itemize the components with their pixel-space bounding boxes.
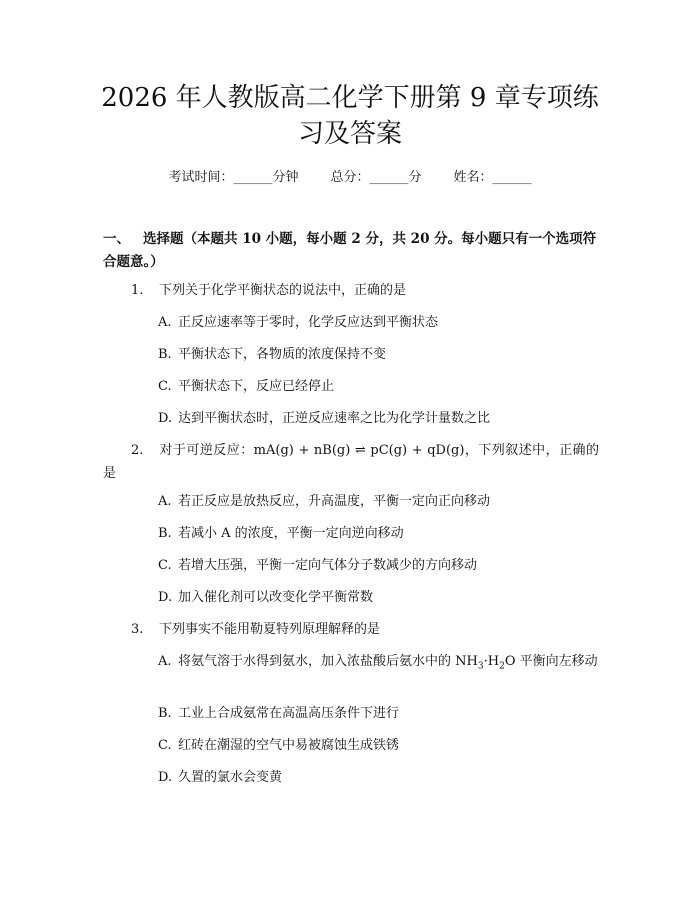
option-letter: A.	[158, 315, 172, 330]
option-text: 工业上合成氨常在高温高压条件下进行	[178, 706, 400, 721]
option-1a	[103, 311, 599, 334]
option-3d	[103, 766, 599, 789]
option-text: 若减小 A 的浓度，平衡一定向逆向移动	[178, 526, 404, 541]
option-text: 平衡状态下，反应已经停止	[178, 379, 335, 394]
exam-meta	[0, 168, 700, 188]
option-3a	[103, 650, 599, 673]
option-2d	[103, 586, 599, 609]
option-letter: C.	[158, 379, 172, 394]
option-2a	[103, 490, 599, 513]
option-text: 达到平衡状态时，正逆反应速率之比为化学计量数之比	[178, 411, 491, 426]
section-instructions: 选择题（本题共 10 小题，每小题 2 分，共 20 分。每小题只有一个选项符合题意。）	[103, 231, 597, 270]
subscript: 2	[499, 661, 505, 672]
option-text: 正反应速率等于零时，化学反应达到平衡状态	[178, 315, 439, 330]
page-title: 2026 年人教版高二化学下册第 9 章专项练习及答案	[101, 83, 599, 149]
question-2	[103, 439, 599, 485]
total-score-field: 总分：______分	[330, 170, 422, 185]
section-heading	[103, 228, 599, 274]
question-3	[103, 618, 599, 641]
exam-time-field: 考试时间：______分钟	[168, 170, 299, 185]
option-1d	[103, 407, 599, 430]
option-text: 加入催化剂可以改变化学平衡常数	[178, 590, 374, 605]
question-number: 2.	[131, 443, 144, 458]
option-letter: C.	[158, 738, 172, 753]
option-text-part: O 平衡向左移动	[504, 654, 598, 669]
option-text: 平衡状态下，各物质的浓度保持不变	[178, 347, 387, 362]
option-text-part: ·H	[483, 654, 500, 669]
option-letter: B.	[158, 706, 172, 721]
question-stem: 对于可逆反应：mA(g) + nB(g) ⇌ pC(g) + qD(g)，下列叙述中，正确的是	[103, 443, 599, 481]
question-1	[103, 279, 599, 302]
option-letter: D.	[158, 770, 173, 785]
section-number: 一、	[103, 231, 130, 247]
option-text: 若正反应是放热反应，升高温度，平衡一定向正向移动	[178, 494, 491, 509]
option-letter: A.	[158, 654, 172, 669]
option-2b	[103, 522, 599, 545]
option-1b	[103, 343, 599, 366]
option-2c	[103, 554, 599, 577]
option-letter: B.	[158, 347, 172, 362]
option-letter: D.	[158, 411, 173, 426]
option-letter: D.	[158, 590, 173, 605]
option-letter: A.	[158, 494, 172, 509]
question-number: 1.	[131, 283, 144, 298]
question-stem: 下列事实不能用勒夏特列原理解释的是	[159, 622, 381, 637]
option-3b	[103, 702, 599, 725]
subscript: 3	[477, 661, 484, 672]
option-text: 久置的氯水会变黄	[178, 770, 283, 785]
option-letter: C.	[158, 558, 172, 573]
option-text: 红砖在潮湿的空气中易被腐蚀生成铁锈	[178, 738, 400, 753]
option-text-part: 将氨气溶于水得到氨水，加入浓盐酸后氨水中的 NH	[178, 654, 478, 669]
question-number: 3.	[131, 622, 144, 637]
student-name-field: 姓名：______	[453, 170, 532, 185]
option-1c	[103, 375, 599, 398]
option-3c	[103, 734, 599, 757]
option-text: 若增大压强，平衡一定向气体分子数减少的方向移动	[178, 558, 478, 573]
question-stem: 下列关于化学平衡状态的说法中，正确的是	[159, 283, 407, 298]
option-letter: B.	[158, 526, 172, 541]
